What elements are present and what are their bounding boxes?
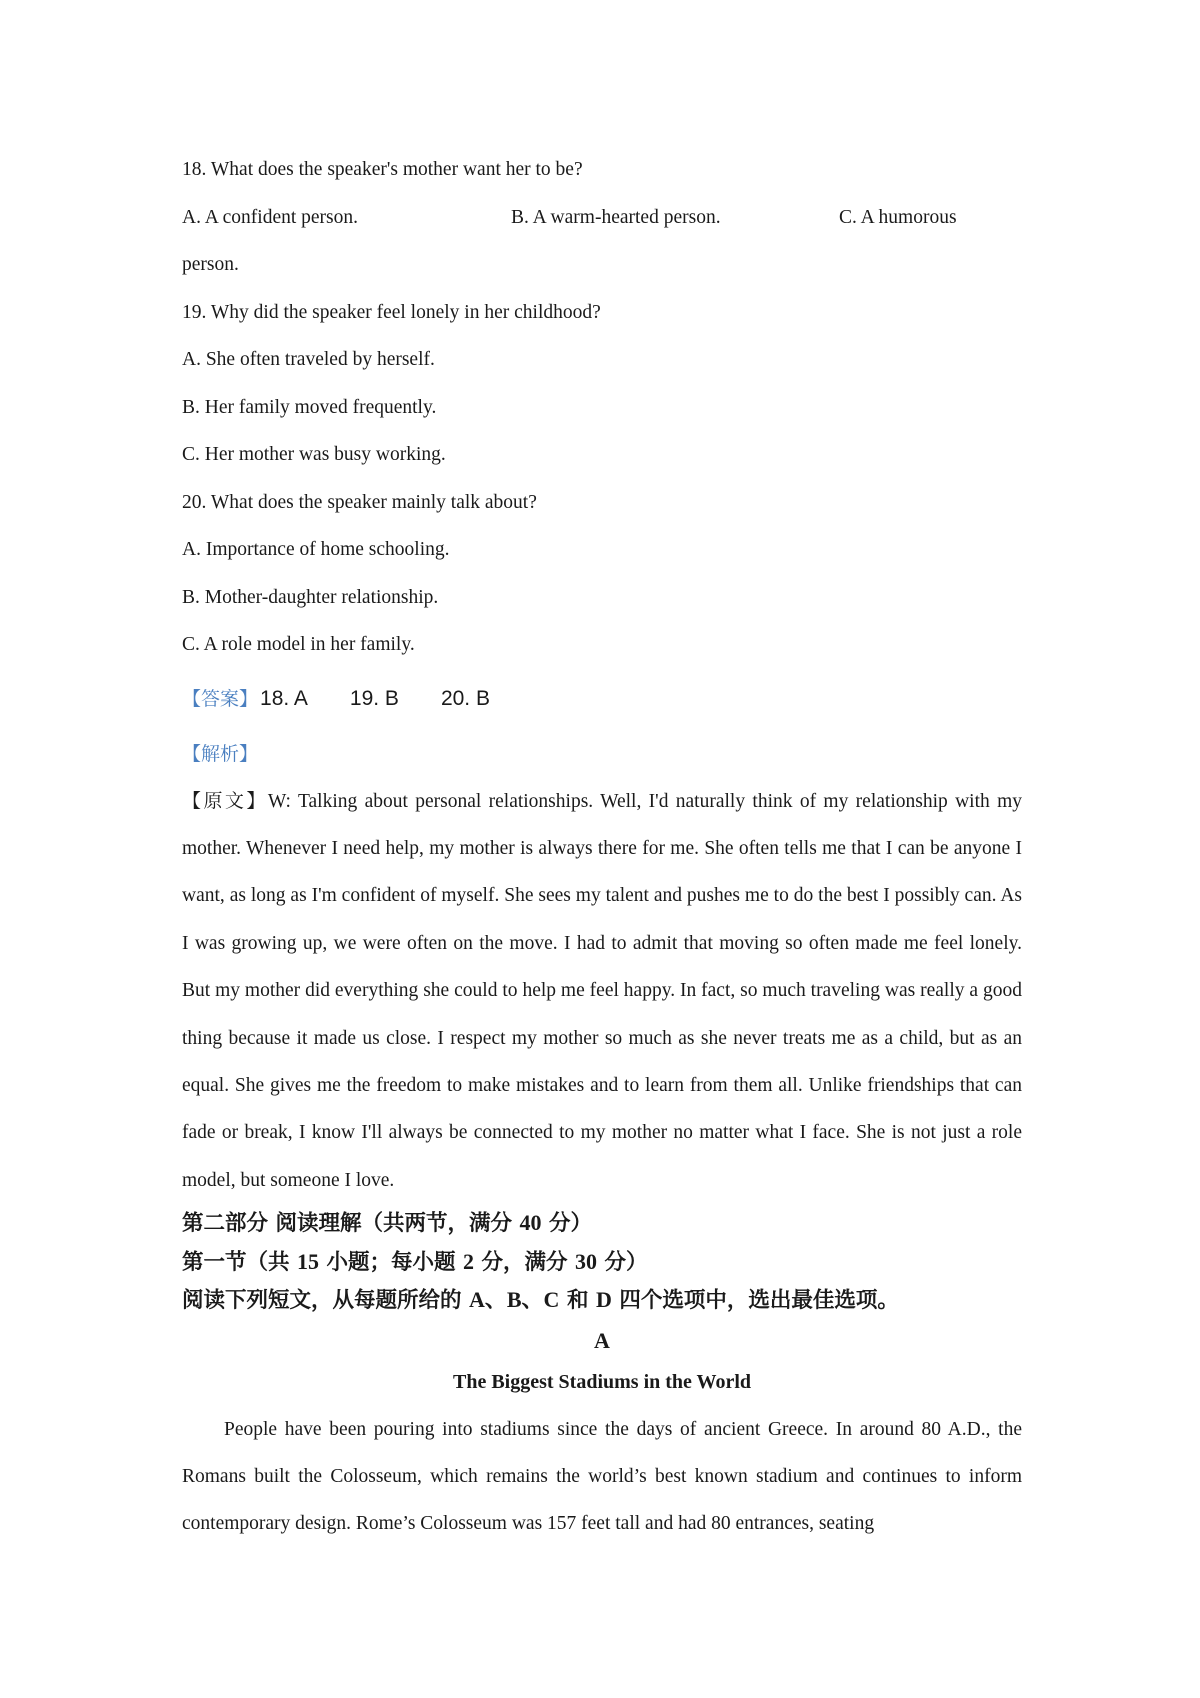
transcript-paragraph — [182, 778, 1022, 1205]
question-18-option-c-wrap: person. — [182, 254, 239, 275]
question-20-option-b: B. Mother-daughter relationship. — [182, 586, 439, 608]
question-19-stem: 19. Why did the speaker feel lonely in her childhood? — [182, 301, 601, 323]
section-one-pre: 第一节（共 — [182, 1249, 297, 1275]
part-two-heading-score: 40 — [519, 1210, 542, 1236]
section-one-count: 15 — [297, 1248, 319, 1274]
transcript-text: W: Talking about personal relationships. Well, I'd naturally think of my relationship with my mother. Whenever I need help, my mother is always there for me. She often tells me that I can be anyone I want, as long as I'm confident of myself. She sees my talent and pushes me to do the best I possibly can. As I was growing up, we were often on the move. I had to admit that moving so often made me feel lonely. But my mother did everything she could to help me feel happy. In fact, so much traveling was really a good thing because it made us close. I respect my mother so much as she never treats me as a child, but as an equal. She gives me the freedom to make mistakes and to learn from them all. Unlike friendships that can fade or break, I know I'll always be connected to my mother no matter what I face. She is not just a role model, but someone I love. — [182, 790, 1022, 1191]
section-one-total-score: 30 — [574, 1248, 597, 1274]
section-one-post: 分） — [596, 1249, 648, 1275]
question-18-options — [182, 200, 1022, 248]
question-20-option-a: A. Importance of home schooling. — [182, 539, 450, 560]
instructions-letter-d: D — [595, 1287, 612, 1313]
answer-19: 19. B — [349, 686, 399, 710]
passage-paragraph: People have been pouring into stadiums since the days of ancient Greece. In around 80 A.D., the Romans built the Colosseum, which remains the world’s best known stadium and continues to inform contemporary design. Rome’s Colosseum was 157 feet tall and had 80 entrances, seating — [182, 1418, 1022, 1535]
passage-letter: A — [594, 1327, 610, 1353]
instructions-pre: 阅读下列短文，从每题所给的 — [182, 1288, 469, 1314]
analysis-label: 【解析】 — [182, 742, 259, 765]
part-two-heading-post: 分） — [541, 1211, 592, 1237]
instructions-post: 四个选项中，选出最佳选项。 — [611, 1288, 899, 1314]
question-18-stem: 18. What does the speaker's mother want her to be? — [182, 159, 583, 180]
section-one-heading — [182, 1243, 1022, 1282]
document-page — [182, 152, 1022, 1548]
question-18-option-a: A. A confident person. — [182, 206, 359, 228]
question-18-option-c: C. A humorous — [839, 206, 957, 228]
answer-18: 18. A — [260, 686, 308, 710]
section-one-mid2: 分，满分 — [473, 1249, 575, 1275]
answer-20: 20. B — [440, 686, 490, 710]
part-two-heading-pre: 第二部分 阅读理解（共两节，满分 — [182, 1211, 520, 1237]
question-19-option-b: B. Her family moved frequently. — [182, 396, 437, 418]
instructions-mid: 和 — [559, 1288, 596, 1314]
part-two-heading — [182, 1204, 1022, 1243]
analysis-line — [182, 731, 1022, 778]
transcript-label: 【原文】 — [182, 789, 268, 812]
question-19-option-a: A. She often traveled by herself. — [182, 349, 435, 370]
question-20-option-c: C. A role model in her family. — [182, 634, 415, 655]
instructions-letters: A、B、C — [469, 1287, 560, 1313]
section-one-mid1: 小题；每小题 — [319, 1249, 463, 1275]
answer-line — [182, 675, 1022, 731]
question-19-option-c: C. Her mother was busy working. — [182, 444, 446, 465]
answer-label: 【答案】 — [182, 687, 259, 710]
section-one-each-score: 2 — [462, 1248, 474, 1274]
passage-title: The Biggest Stadiums in the World — [452, 1370, 752, 1393]
question-18-option-b: B. A warm-hearted person. — [511, 206, 721, 228]
reading-instructions — [182, 1281, 1022, 1320]
question-20-stem: 20. What does the speaker mainly talk about? — [182, 491, 537, 513]
